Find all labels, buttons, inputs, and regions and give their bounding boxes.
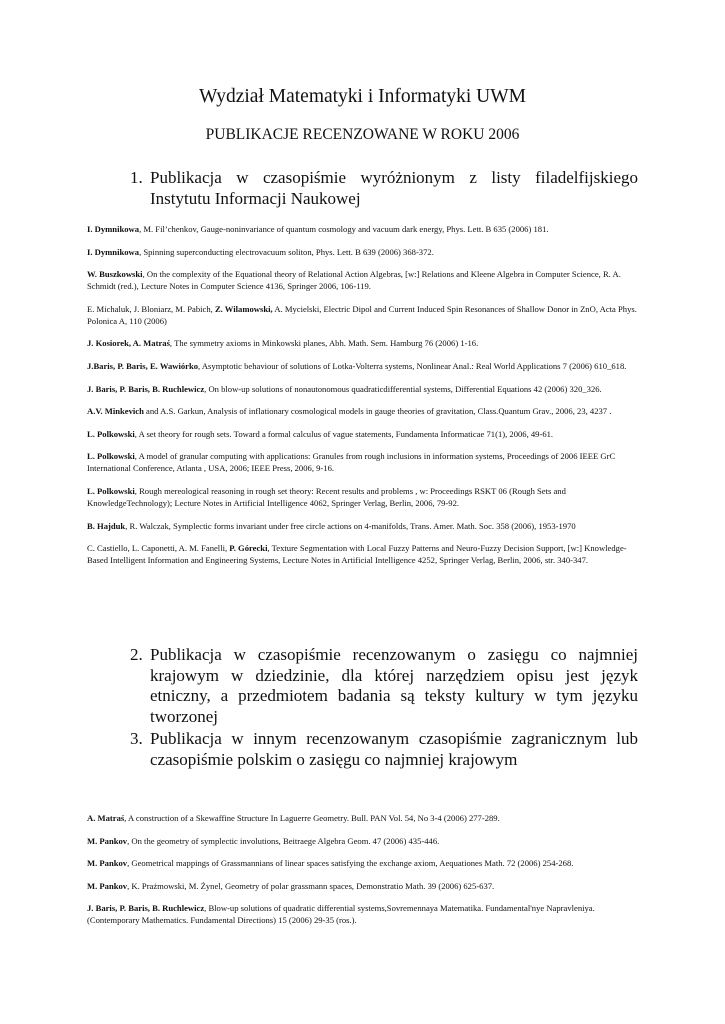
page-subtitle: PUBLIKACJE RECENZOWANE W ROKU 2006	[205, 126, 520, 143]
publication-entry	[87, 246, 640, 258]
publication-entry	[87, 450, 640, 474]
publication-entry	[87, 428, 640, 440]
publication-citation: , The symmetry axioms in Minkowski planes, Abh. Math. Sem. Hamburg 76 (2006) 1-16.	[169, 338, 479, 349]
publication-citation: , K. Prażmowski, M. Żynel, Geometry of polar grassmann spaces, Demonstratio Math. 39 (2006) 625-637.	[127, 880, 495, 891]
publication-citation: , Geometrical mappings of Grassmannians of linear spaces satisfying the exchange axiom, Aequationes Math. 72 (2006) 254-268.	[127, 858, 574, 869]
publication-entry	[87, 835, 640, 847]
section-title: Publikacja w innym recenzowanym czasopiśmie zagranicznym lub czasopiśmie polskim o zasięgu co najmniej krajowym	[150, 729, 638, 769]
publication-citation: A. Mycielski, Electric Dipol and Current Induced Spin Resonances of Shallow Donor in ZnO, Acta Phys. Polonica A, 110 (2006)	[87, 303, 637, 326]
publication-entry	[87, 383, 640, 395]
publication-citation: , On blow-up solutions of nonautonomous quadraticdifferential systems, Differential Equations 42 (2006) 320_326.	[204, 383, 602, 394]
publication-author: M. Pankov	[87, 858, 128, 869]
publication-entry	[87, 360, 640, 372]
section-number: 3.	[130, 729, 143, 748]
publication-author: M. Pankov	[87, 880, 128, 891]
publication-author: J. Baris, P. Baris, B. Ruchlewicz	[87, 383, 205, 394]
publication-citation: , Blow-up solutions of quadratic differential systems,Sovremennaya Matematika. Fundamental'nye Napravleniya. (Contemporary Mathematics. Fundamental Directions) 15 (2006) 29-35 (ros.).	[87, 903, 595, 926]
publication-author: J. Baris, P. Baris, B. Ruchlewicz	[87, 903, 205, 914]
publication-citation: , Texture Segmentation with Local Fuzzy Patterns and Neuro-Fuzzy Decision Support, [w:] Knowledge-Based Intelligent Information and Engineering Systems, Lecture Notes in Artificial Intelligence 4252, Springer Verlag, Berlin, 2006, str. 340-347.	[87, 543, 627, 566]
publication-entry	[87, 902, 640, 926]
page-title: Wydział Matematyki i Informatyki UWM	[199, 86, 526, 107]
publication-citation: and A.S. Garkun, Analysis of inflationary cosmological models in gauge theories of gravitation, Class.Quantum Grav., 2006, 23, 4237 .	[143, 406, 612, 417]
publication-entry	[87, 303, 640, 327]
publication-entry	[87, 520, 640, 532]
publication-author: I. Dymnikowa	[87, 246, 140, 257]
publication-author: W. Buszkowski	[87, 269, 143, 280]
publication-entry	[87, 223, 640, 235]
publication-entry	[87, 405, 640, 417]
section-title: Publikacja w czasopiśmie recenzowanym o zasięgu co najmniej krajowym w dziedzinie, dla której narzędziem opisu jest język etniczny, a przedmiotem badania są teksty kultury w tym języku tworzonej	[150, 645, 638, 726]
publication-citation: , Spinning superconducting electrovacuum soliton, Phys. Lett. B 639 (2006) 368-372.	[139, 246, 434, 257]
publication-author: A.V. Minkevich	[87, 406, 144, 417]
publication-citation: , Rough mereological reasoning in rough set theory: Recent results and problems , w: Proceedings RSKT 06 (Rough Sets and KnowledgeTechnology); Lecture Notes in Artificial Intelligence 4062, Springer Verlag, Berlin, 2006, 79-92.	[87, 485, 566, 508]
publication-citation: , On the geometry of symplectic involutions, Beitraege Algebra Geom. 47 (2006) 435-446.	[127, 835, 440, 846]
publication-author: J.Baris, P. Baris, E. Wawiórko	[87, 360, 199, 371]
publication-author: A. Matraś	[87, 813, 125, 823]
publication-author: L. Polkowski	[87, 428, 135, 439]
publication-coauthors: E. Michaluk, J. Bloniarz, M. Pabich,	[87, 303, 215, 314]
publication-author: M. Pankov	[87, 835, 128, 846]
publication-entry	[87, 542, 640, 566]
publication-entry	[87, 812, 640, 824]
publication-citation: , A set theory for rough sets. Toward a formal calculus of vague statements, Fundamenta Informaticae 71(1), 2006, 49-61.	[134, 428, 554, 439]
section-number: 1.	[130, 168, 143, 187]
publication-citation: , M. Fil’chenkov, Gauge-noninvariance of quantum cosmology and vacuum dark energy, Phys. Lett. B 635 (2006) 181.	[139, 224, 549, 234]
publication-author: L. Polkowski	[87, 451, 135, 462]
publication-coauthors: C. Castiello, L. Caponetti, A. M. Fanelli,	[87, 543, 230, 554]
section-heading-2	[130, 645, 638, 727]
publication-author: I. Dymnikowa	[87, 224, 140, 234]
publication-entry	[87, 857, 640, 869]
publication-author: Z. Wilamowski,	[214, 303, 273, 314]
publication-citation: , A model of granular computing with applications: Granules from rough inclusions in information systems, Proceedings of 2006 IEEE GrC International Conference, Atlanta , USA, 2006; IEEE Press, 2006, 9-16.	[87, 451, 616, 474]
publication-citation: , R. Walczak, Symplectic forms invariant under free circle actions on 4-manifolds, Trans. Amer. Math. Soc. 358 (2006), 1953-1970	[125, 520, 576, 531]
publication-entry	[87, 337, 640, 349]
publication-citation: , On the complexity of the Equational theory of Relational Action Algebras, [w:] Relations and Kleene Algebra in Computer Science, R. A. Schmidt (red.), Lecture Notes in Computer Science 4136, Springer 2006, 106-119.	[87, 269, 621, 292]
publication-list-1	[87, 223, 640, 577]
publication-citation: , Asymptotic behaviour of solutions of Lotka-Volterra systems, Nonlinear Anal.: Real World Applications 7 (2006) 610_618.	[198, 360, 627, 371]
publication-author: B. Hajduk	[87, 520, 126, 531]
publication-list-3	[87, 812, 640, 937]
section-heading-3	[130, 729, 638, 770]
section-title: Publikacja w czasopiśmie wyróżnionym z listy filadelfijskiego Instytutu Informacji Naukowej	[150, 168, 638, 208]
section-number: 2.	[130, 645, 143, 664]
publication-entry	[87, 268, 640, 292]
publication-author: J. Kosiorek, A. Matraś	[87, 338, 170, 349]
publication-entry	[87, 880, 640, 892]
section-heading-1	[130, 168, 638, 209]
publication-author: P. Górecki	[229, 543, 268, 554]
publication-entry	[87, 485, 640, 509]
publication-author: L. Polkowski	[87, 485, 135, 496]
publication-citation: , A construction of a Skewaffine Structure In Laguerre Geometry. Bull. PAN Vol. 54, No 3-4 (2006) 277-289.	[124, 813, 500, 823]
